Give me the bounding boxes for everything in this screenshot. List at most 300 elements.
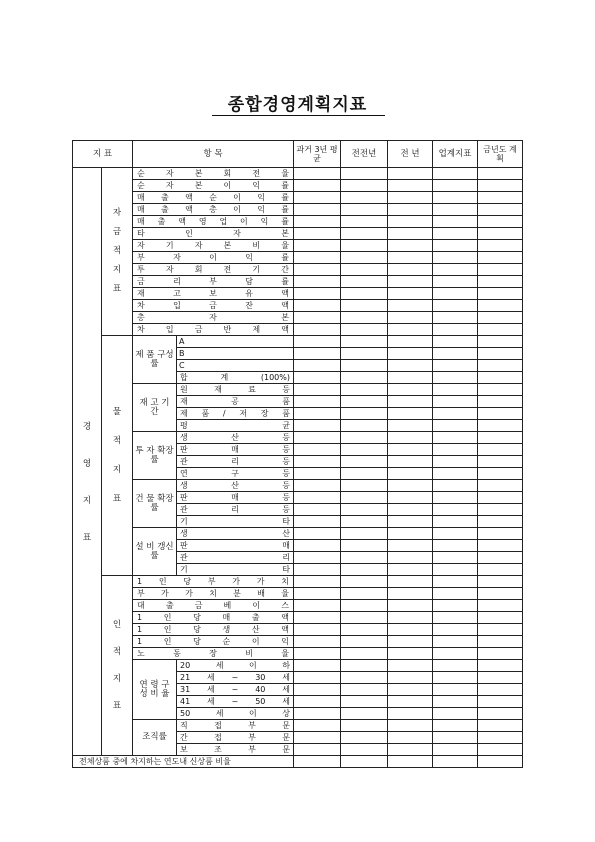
value-cell[interactable]: [388, 624, 433, 636]
value-cell[interactable]: [294, 372, 341, 384]
value-cell[interactable]: [478, 600, 523, 612]
value-cell[interactable]: [341, 624, 388, 636]
value-cell[interactable]: [388, 372, 433, 384]
value-cell[interactable]: [388, 612, 433, 624]
org-item: 간 접 부 문: [177, 732, 294, 744]
value-cell[interactable]: [294, 396, 341, 408]
value-cell[interactable]: [294, 180, 341, 192]
left-label-char: 표: [82, 532, 92, 543]
value-cell[interactable]: [388, 480, 433, 492]
value-cell[interactable]: [341, 288, 388, 300]
value-cell[interactable]: [478, 276, 523, 288]
value-cell[interactable]: [388, 660, 433, 672]
value-cell[interactable]: [433, 468, 478, 480]
value-cell[interactable]: [341, 408, 388, 420]
value-cell[interactable]: [388, 492, 433, 504]
value-cell[interactable]: [341, 552, 388, 564]
value-cell[interactable]: [478, 444, 523, 456]
value-cell[interactable]: [388, 648, 433, 660]
table-row: [73, 624, 523, 636]
value-cell[interactable]: [433, 600, 478, 612]
value-cell[interactable]: [433, 180, 478, 192]
value-cell[interactable]: [433, 192, 478, 204]
age-item: 31 세 ~ 40 세: [177, 684, 294, 696]
value-cell[interactable]: [341, 372, 388, 384]
value-cell[interactable]: [478, 384, 523, 396]
inventory-item: 재 공 품: [177, 396, 294, 408]
finance-label-char: 적: [112, 246, 122, 256]
age-item: 50 세 이 상: [177, 708, 294, 720]
value-cell[interactable]: [294, 384, 341, 396]
value-cell[interactable]: [478, 564, 523, 576]
finance-item: 재 고 보 유 액: [133, 288, 294, 300]
value-cell[interactable]: [388, 216, 433, 228]
value-cell[interactable]: [388, 204, 433, 216]
value-cell[interactable]: [341, 504, 388, 516]
value-cell[interactable]: [294, 312, 341, 324]
building-item: 판 매 등: [177, 492, 294, 504]
value-cell[interactable]: [433, 756, 478, 768]
value-cell[interactable]: [294, 204, 341, 216]
value-cell[interactable]: [433, 312, 478, 324]
value-cell[interactable]: [294, 300, 341, 312]
value-cell[interactable]: [388, 420, 433, 432]
value-cell[interactable]: [294, 516, 341, 528]
value-cell[interactable]: [433, 336, 478, 348]
value-cell[interactable]: [433, 516, 478, 528]
value-cell[interactable]: [341, 348, 388, 360]
value-cell[interactable]: [388, 564, 433, 576]
value-cell[interactable]: [341, 192, 388, 204]
value-cell[interactable]: [294, 744, 341, 756]
value-cell[interactable]: [433, 504, 478, 516]
value-cell[interactable]: [341, 216, 388, 228]
value-cell[interactable]: [433, 624, 478, 636]
value-cell[interactable]: [478, 264, 523, 276]
value-cell[interactable]: [478, 204, 523, 216]
value-cell[interactable]: [388, 252, 433, 264]
value-cell[interactable]: [294, 216, 341, 228]
finance-item: 차 입 금 잔 액: [133, 300, 294, 312]
value-cell[interactable]: [478, 360, 523, 372]
value-cell[interactable]: [294, 576, 341, 588]
value-cell[interactable]: [433, 588, 478, 600]
value-cell[interactable]: [341, 264, 388, 276]
value-cell[interactable]: [388, 468, 433, 480]
value-cell[interactable]: [294, 432, 341, 444]
table-row: [73, 252, 523, 264]
value-cell[interactable]: [341, 300, 388, 312]
value-cell[interactable]: [433, 552, 478, 564]
value-cell[interactable]: [433, 744, 478, 756]
value-cell[interactable]: [294, 468, 341, 480]
value-cell[interactable]: [388, 456, 433, 468]
building-label: 건 물 확장률: [133, 480, 177, 528]
human-item: 1 인 당 순 이 익: [133, 636, 294, 648]
value-cell[interactable]: [294, 660, 341, 672]
value-cell[interactable]: [294, 168, 341, 180]
finance-item: 부 자 이 익 률: [133, 252, 294, 264]
value-cell[interactable]: [433, 672, 478, 684]
equipment-item: 기 타: [177, 564, 294, 576]
value-cell[interactable]: [433, 420, 478, 432]
value-cell[interactable]: [341, 528, 388, 540]
value-cell[interactable]: [294, 492, 341, 504]
value-cell[interactable]: [478, 168, 523, 180]
value-cell[interactable]: [341, 720, 388, 732]
value-cell[interactable]: [478, 696, 523, 708]
value-cell[interactable]: [433, 276, 478, 288]
value-cell[interactable]: [294, 264, 341, 276]
value-cell[interactable]: [388, 432, 433, 444]
value-cell[interactable]: [294, 288, 341, 300]
value-cell[interactable]: [388, 192, 433, 204]
value-cell[interactable]: [388, 504, 433, 516]
value-cell[interactable]: [388, 720, 433, 732]
value-cell[interactable]: [478, 420, 523, 432]
value-cell[interactable]: [341, 648, 388, 660]
value-cell[interactable]: [478, 456, 523, 468]
value-cell[interactable]: [294, 336, 341, 348]
value-cell[interactable]: [478, 660, 523, 672]
left-label-char: 영: [82, 458, 92, 469]
value-cell[interactable]: [388, 288, 433, 300]
value-cell[interactable]: [294, 444, 341, 456]
value-cell[interactable]: [433, 216, 478, 228]
value-cell[interactable]: [478, 540, 523, 552]
value-cell[interactable]: [388, 732, 433, 744]
value-cell[interactable]: [388, 312, 433, 324]
value-cell[interactable]: [341, 696, 388, 708]
value-cell[interactable]: [478, 468, 523, 480]
value-cell[interactable]: [433, 456, 478, 468]
materials-label-char: 표: [112, 493, 122, 504]
value-cell[interactable]: [433, 720, 478, 732]
org-label: 조직률: [133, 720, 177, 756]
value-cell[interactable]: [341, 444, 388, 456]
value-cell[interactable]: [294, 624, 341, 636]
invest-item: 연 구 등: [177, 468, 294, 480]
table-row: [73, 576, 523, 588]
value-cell[interactable]: [478, 300, 523, 312]
value-cell[interactable]: [433, 300, 478, 312]
value-cell[interactable]: [433, 480, 478, 492]
value-cell[interactable]: [433, 732, 478, 744]
header-row: [73, 141, 523, 168]
invest-item: 관 리 등: [177, 456, 294, 468]
value-cell[interactable]: [294, 348, 341, 360]
value-cell[interactable]: [388, 444, 433, 456]
value-cell[interactable]: [478, 528, 523, 540]
value-cell[interactable]: [341, 420, 388, 432]
value-cell[interactable]: [478, 348, 523, 360]
value-cell[interactable]: [294, 528, 341, 540]
value-cell[interactable]: [433, 204, 478, 216]
value-cell[interactable]: [433, 384, 478, 396]
value-cell[interactable]: [478, 504, 523, 516]
value-cell[interactable]: [388, 744, 433, 756]
value-cell[interactable]: [294, 636, 341, 648]
value-cell[interactable]: [433, 432, 478, 444]
value-cell[interactable]: [433, 324, 478, 336]
value-cell[interactable]: [388, 300, 433, 312]
value-cell[interactable]: [478, 720, 523, 732]
age-item: 41 세 ~ 50 세: [177, 696, 294, 708]
value-cell[interactable]: [341, 636, 388, 648]
value-cell[interactable]: [478, 576, 523, 588]
value-cell[interactable]: [478, 516, 523, 528]
value-cell[interactable]: [478, 744, 523, 756]
materials-label-char: 지: [112, 464, 122, 475]
value-cell[interactable]: [341, 312, 388, 324]
value-cell[interactable]: [341, 168, 388, 180]
value-cell[interactable]: [294, 276, 341, 288]
value-cell[interactable]: [294, 228, 341, 240]
value-cell[interactable]: [341, 492, 388, 504]
table-row: [73, 324, 523, 336]
value-cell[interactable]: [478, 336, 523, 348]
value-cell[interactable]: [388, 540, 433, 552]
value-cell[interactable]: [478, 432, 523, 444]
table-row: [73, 168, 523, 180]
value-cell[interactable]: [388, 600, 433, 612]
value-cell[interactable]: [478, 636, 523, 648]
value-cell[interactable]: [388, 588, 433, 600]
value-cell[interactable]: [433, 240, 478, 252]
value-cell[interactable]: [294, 504, 341, 516]
value-cell[interactable]: [433, 660, 478, 672]
value-cell[interactable]: [388, 276, 433, 288]
equipment-item: 판 매: [177, 540, 294, 552]
value-cell[interactable]: [388, 396, 433, 408]
value-cell[interactable]: [294, 408, 341, 420]
value-cell[interactable]: [433, 528, 478, 540]
finance-item: 자 기 자 본 비 율: [133, 240, 294, 252]
value-cell[interactable]: [388, 324, 433, 336]
value-cell[interactable]: [341, 672, 388, 684]
table-row: [73, 276, 523, 288]
value-cell[interactable]: [388, 168, 433, 180]
value-cell[interactable]: [388, 360, 433, 372]
value-cell[interactable]: [478, 624, 523, 636]
value-cell[interactable]: [341, 684, 388, 696]
col-header-industry: 업계지표: [433, 141, 478, 168]
value-cell[interactable]: [433, 408, 478, 420]
value-cell[interactable]: [294, 612, 341, 624]
value-cell[interactable]: [478, 216, 523, 228]
value-cell[interactable]: [478, 192, 523, 204]
value-cell[interactable]: [294, 240, 341, 252]
value-cell[interactable]: [341, 396, 388, 408]
value-cell[interactable]: [478, 180, 523, 192]
value-cell[interactable]: [478, 324, 523, 336]
value-cell[interactable]: [478, 708, 523, 720]
value-cell[interactable]: [341, 456, 388, 468]
value-cell[interactable]: [478, 672, 523, 684]
value-cell[interactable]: [341, 756, 388, 768]
value-cell[interactable]: [388, 684, 433, 696]
finance-item: 총 자 본: [133, 312, 294, 324]
value-cell[interactable]: [341, 336, 388, 348]
value-cell[interactable]: [388, 528, 433, 540]
value-cell[interactable]: [341, 732, 388, 744]
value-cell[interactable]: [388, 636, 433, 648]
value-cell[interactable]: [433, 252, 478, 264]
value-cell[interactable]: [341, 468, 388, 480]
table-row: [73, 216, 523, 228]
value-cell[interactable]: [294, 708, 341, 720]
value-cell[interactable]: [341, 480, 388, 492]
value-cell[interactable]: [478, 372, 523, 384]
value-cell[interactable]: [294, 588, 341, 600]
table-row: [73, 180, 523, 192]
value-cell[interactable]: [341, 228, 388, 240]
value-cell[interactable]: [388, 240, 433, 252]
value-cell[interactable]: [341, 204, 388, 216]
value-cell[interactable]: [433, 696, 478, 708]
value-cell[interactable]: [478, 732, 523, 744]
value-cell[interactable]: [341, 360, 388, 372]
value-cell[interactable]: [478, 552, 523, 564]
value-cell[interactable]: [433, 288, 478, 300]
value-cell[interactable]: [388, 228, 433, 240]
value-cell[interactable]: [341, 432, 388, 444]
value-cell[interactable]: [433, 612, 478, 624]
value-cell[interactable]: [433, 492, 478, 504]
footer-row: [73, 756, 523, 768]
invest-item: 생 산 등: [177, 432, 294, 444]
value-cell[interactable]: [478, 480, 523, 492]
product-item: B: [177, 348, 294, 360]
value-cell[interactable]: [341, 660, 388, 672]
value-cell[interactable]: [341, 588, 388, 600]
value-cell[interactable]: [294, 540, 341, 552]
value-cell[interactable]: [388, 696, 433, 708]
value-cell[interactable]: [341, 708, 388, 720]
value-cell[interactable]: [341, 600, 388, 612]
value-cell[interactable]: [478, 756, 523, 768]
table-row: [73, 288, 523, 300]
value-cell[interactable]: [433, 348, 478, 360]
age-item: 20 세 이 하: [177, 660, 294, 672]
value-cell[interactable]: [341, 516, 388, 528]
value-cell[interactable]: [433, 372, 478, 384]
value-cell[interactable]: [341, 744, 388, 756]
value-cell[interactable]: [433, 576, 478, 588]
human-label-char: 인: [112, 619, 122, 630]
value-cell[interactable]: [388, 264, 433, 276]
value-cell[interactable]: [341, 324, 388, 336]
value-cell[interactable]: [388, 672, 433, 684]
value-cell[interactable]: [294, 756, 341, 768]
finance-item: 차 입 금 반 제 액: [133, 324, 294, 336]
value-cell[interactable]: [478, 228, 523, 240]
value-cell[interactable]: [294, 696, 341, 708]
table-row: [73, 312, 523, 324]
value-cell[interactable]: [294, 684, 341, 696]
value-cell[interactable]: [388, 516, 433, 528]
finance-label-char: 자: [112, 208, 122, 218]
value-cell[interactable]: [294, 672, 341, 684]
value-cell[interactable]: [341, 576, 388, 588]
value-cell[interactable]: [478, 288, 523, 300]
value-cell[interactable]: [341, 540, 388, 552]
value-cell[interactable]: [433, 264, 478, 276]
value-cell[interactable]: [294, 600, 341, 612]
value-cell[interactable]: [294, 252, 341, 264]
value-cell[interactable]: [388, 336, 433, 348]
value-cell[interactable]: [294, 648, 341, 660]
value-cell[interactable]: [341, 276, 388, 288]
value-cell[interactable]: [433, 648, 478, 660]
value-cell[interactable]: [388, 180, 433, 192]
value-cell[interactable]: [341, 252, 388, 264]
table-row: [73, 600, 523, 612]
value-cell[interactable]: [294, 420, 341, 432]
value-cell[interactable]: [478, 492, 523, 504]
value-cell[interactable]: [294, 480, 341, 492]
value-cell[interactable]: [341, 384, 388, 396]
value-cell[interactable]: [433, 540, 478, 552]
value-cell[interactable]: [341, 564, 388, 576]
value-cell[interactable]: [388, 408, 433, 420]
value-cell[interactable]: [341, 612, 388, 624]
value-cell[interactable]: [433, 636, 478, 648]
value-cell[interactable]: [388, 348, 433, 360]
human-label-char: 지: [112, 673, 122, 684]
value-cell[interactable]: [294, 552, 341, 564]
value-cell[interactable]: [294, 456, 341, 468]
value-cell[interactable]: [478, 684, 523, 696]
value-cell[interactable]: [388, 756, 433, 768]
human-item: 부 가 가 치 분 배 율: [133, 588, 294, 600]
left-group-label: [73, 168, 102, 756]
value-cell[interactable]: [294, 720, 341, 732]
value-cell[interactable]: [388, 708, 433, 720]
value-cell[interactable]: [294, 732, 341, 744]
value-cell[interactable]: [478, 312, 523, 324]
value-cell[interactable]: [433, 444, 478, 456]
value-cell[interactable]: [433, 360, 478, 372]
value-cell[interactable]: [294, 192, 341, 204]
value-cell[interactable]: [478, 648, 523, 660]
value-cell[interactable]: [433, 708, 478, 720]
value-cell[interactable]: [478, 252, 523, 264]
value-cell[interactable]: [341, 180, 388, 192]
value-cell[interactable]: [478, 240, 523, 252]
value-cell[interactable]: [388, 384, 433, 396]
value-cell[interactable]: [294, 360, 341, 372]
table-row: [73, 228, 523, 240]
value-cell[interactable]: [294, 324, 341, 336]
value-cell[interactable]: [433, 564, 478, 576]
value-cell[interactable]: [341, 240, 388, 252]
value-cell[interactable]: [433, 396, 478, 408]
value-cell[interactable]: [478, 408, 523, 420]
value-cell[interactable]: [388, 576, 433, 588]
value-cell[interactable]: [478, 612, 523, 624]
value-cell[interactable]: [433, 168, 478, 180]
human-item: 1 인 당 부 가 가 치: [133, 576, 294, 588]
left-label-char: 지: [82, 495, 92, 506]
value-cell[interactable]: [433, 228, 478, 240]
value-cell[interactable]: [478, 396, 523, 408]
invest-label: 투 자 확장률: [133, 432, 177, 480]
value-cell[interactable]: [433, 684, 478, 696]
value-cell[interactable]: [294, 564, 341, 576]
value-cell[interactable]: [478, 588, 523, 600]
value-cell[interactable]: [388, 552, 433, 564]
